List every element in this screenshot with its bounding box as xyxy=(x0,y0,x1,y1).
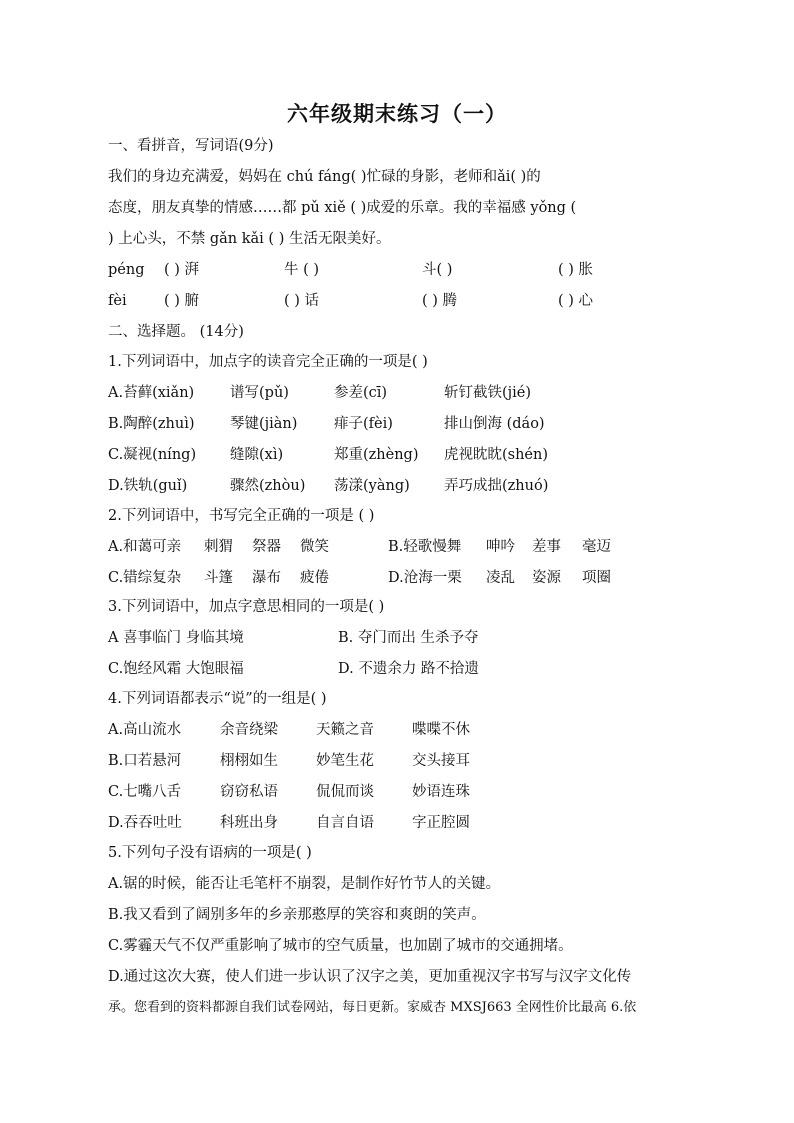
option-term: A.苔藓(xiǎn) xyxy=(108,385,195,401)
q5-option-a: A.锯的时候，能否让毛笔杆不崩裂，是制作好竹节人的关键。 xyxy=(108,876,501,892)
option-term: 斗篷 xyxy=(204,570,233,586)
option-term: 荡漾(yàng) xyxy=(334,478,410,494)
option-term: 疲倦 xyxy=(300,570,329,586)
question-5-stem: 5.下列句子没有语病的一项是( ) xyxy=(108,845,312,861)
q1-option-b xyxy=(108,414,668,434)
option-term: A.和蔼可亲 xyxy=(108,539,182,555)
option-term: 项圈 xyxy=(582,570,611,586)
q1-option-a xyxy=(108,383,668,403)
option-term: 弄巧成拙(zhuó) xyxy=(444,478,549,494)
page-title: 六年级期末练习（一） xyxy=(287,102,507,126)
option-term: A 喜事临门 身临其境 xyxy=(108,630,244,646)
q4-option-b xyxy=(108,751,668,771)
option-term: 姿源 xyxy=(532,570,561,586)
question-2-stem: 2.下列词语中，书写完全正确的一项是 ( ) xyxy=(108,508,375,524)
option-term: 妙笔生花 xyxy=(316,753,374,769)
pinyin-label: fèi xyxy=(108,293,127,309)
section2-heading: 二、选择题。 (14分) xyxy=(108,324,244,340)
q1-option-c xyxy=(108,445,668,465)
option-term: B.轻歌慢舞 xyxy=(388,539,462,555)
q3-options-ab xyxy=(108,628,668,648)
option-term: 谱写(pǔ) xyxy=(230,385,289,401)
option-term: 参差(cī) xyxy=(334,385,388,401)
option-term: 交头接耳 xyxy=(412,753,470,769)
option-term: 斩钉截铁(jié) xyxy=(444,385,532,401)
option-term: D.吞吞吐吐 xyxy=(108,815,182,831)
option-term: 喋喋不休 xyxy=(412,722,470,738)
option-term: 虎视眈眈(shén) xyxy=(444,447,549,463)
q2-options-cd xyxy=(108,568,668,588)
option-term: 骤然(zhòu) xyxy=(230,478,306,494)
fill-blank: ( ) 胀 xyxy=(558,262,594,278)
option-term: 呻吟 xyxy=(486,539,515,555)
option-term: 字正腔圆 xyxy=(412,815,470,831)
option-term: 侃侃而谈 xyxy=(316,784,374,800)
option-term: C.饱经风霜 大饱眼福 xyxy=(108,661,244,677)
pinyin-row-fei xyxy=(108,291,668,311)
paragraph-line-3: ) 上心头，不禁 gǎn kǎi ( ) 生活无限美好。 xyxy=(108,231,391,247)
fill-blank: ( ) 腑 xyxy=(164,293,200,309)
option-term: 窃窃私语 xyxy=(220,784,278,800)
option-term: 余音绕梁 xyxy=(220,722,278,738)
option-term: C.错综复杂 xyxy=(108,570,182,586)
option-term: B.陶醉(zhuì) xyxy=(108,416,195,432)
q1-option-d xyxy=(108,476,668,496)
option-term: 微笑 xyxy=(300,539,329,555)
option-term: B. 夺门而出 生杀予夺 xyxy=(338,630,479,646)
option-term: 痱子(fèi) xyxy=(334,416,393,432)
fill-blank: ( ) 话 xyxy=(284,293,320,309)
question-3-stem: 3.下列词语中，加点字意思相同的一项是( ) xyxy=(108,599,385,615)
q5-option-d-continued: 承。您看到的资料都源自我们试卷网站，每日更新。家威杏 MXSJ663 全网性价比最高 6.依 xyxy=(108,1000,637,1015)
option-term: C.七嘴八舌 xyxy=(108,784,182,800)
option-term: 差事 xyxy=(532,539,561,555)
fill-blank: ( ) 心 xyxy=(558,293,594,309)
option-term: 琴键(jiàn) xyxy=(230,416,298,432)
paragraph-line-2: 态度，朋友真挚的情感……都 pǔ xiě ( )成爱的乐章。我的幸福感 yǒng ( xyxy=(108,200,577,216)
q5-option-d: D.通过这次大赛，使人们进一步认识了汉字之美，更加重视汉字书写与汉字文化传 xyxy=(108,969,632,985)
option-term: 瀑布 xyxy=(252,570,281,586)
option-term: 凌乱 xyxy=(486,570,515,586)
q4-option-a xyxy=(108,720,668,740)
pinyin-row-peng xyxy=(108,260,668,280)
option-term: D. 不遗余力 路不拾遗 xyxy=(338,661,479,677)
question-1-stem: 1.下列词语中，加点字的读音完全正确的一项是( ) xyxy=(108,354,428,370)
option-term: C.凝视(níng) xyxy=(108,447,197,463)
option-term: D.铁轨(guǐ) xyxy=(108,478,188,494)
q3-options-cd xyxy=(108,659,668,679)
option-term: D.沧海一栗 xyxy=(388,570,462,586)
option-term: 刺猬 xyxy=(204,539,233,555)
option-term: 毫迈 xyxy=(582,539,611,555)
paragraph-line-1: 我们的身边充满爱，妈妈在 chú fáng( )忙碌的身影，老师和ǎi( )的 xyxy=(108,169,541,185)
option-term: 祭器 xyxy=(252,539,281,555)
fill-blank: ( ) 湃 xyxy=(164,262,200,278)
option-term: 排山倒海 (dáo) xyxy=(444,416,545,432)
option-term: 妙语连珠 xyxy=(412,784,470,800)
fill-blank: ( ) 腾 xyxy=(422,293,458,309)
option-term: 自言自语 xyxy=(316,815,374,831)
option-term: 科班出身 xyxy=(220,815,278,831)
option-term: 栩栩如生 xyxy=(220,753,278,769)
fill-blank: 斗( ) xyxy=(422,262,453,278)
option-term: A.高山流水 xyxy=(108,722,182,738)
q2-options-ab xyxy=(108,537,668,557)
question-4-stem: 4.下列词语都表示“说”的一组是( ) xyxy=(108,691,327,707)
option-term: 天籁之音 xyxy=(316,722,374,738)
section1-heading: 一、看拼音，写词语(9分) xyxy=(108,138,274,154)
q4-option-d xyxy=(108,813,668,833)
option-term: 郑重(zhèng) xyxy=(334,447,419,463)
option-term: 缝隙(xì) xyxy=(230,447,284,463)
fill-blank: 牛 ( ) xyxy=(284,262,320,278)
q5-option-b: B.我又看到了阔别多年的乡亲那憨厚的笑容和爽朗的笑声。 xyxy=(108,907,486,923)
q4-option-c xyxy=(108,782,668,802)
q5-option-c: C.雾霾天气不仅严重影响了城市的空气质量，也加剧了城市的交通拥堵。 xyxy=(108,938,573,954)
pinyin-label: péng xyxy=(108,262,145,278)
option-term: B.口若悬河 xyxy=(108,753,182,769)
